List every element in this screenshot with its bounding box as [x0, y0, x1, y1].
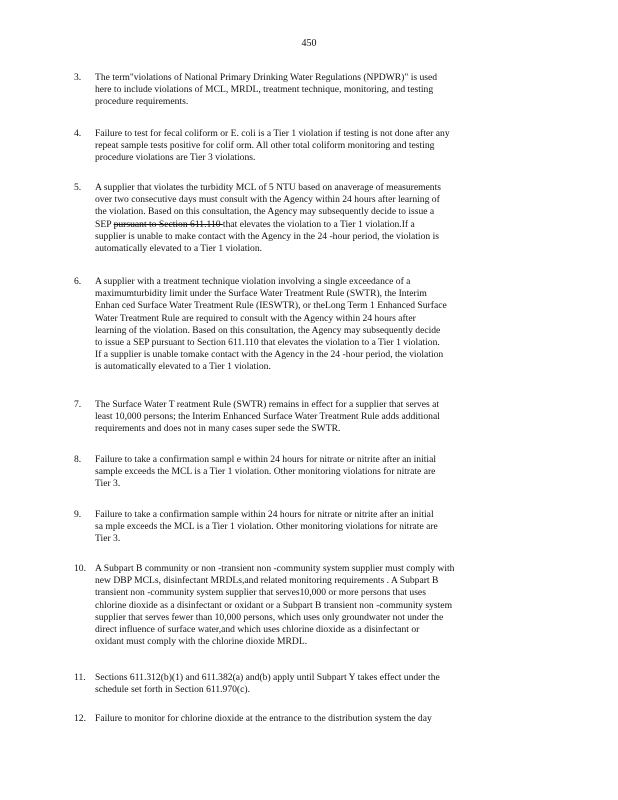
note-line: maximumturbidity limit under the Surface Water Treatment Rule (SWTR), the Interim: [95, 288, 427, 300]
note-line: automatically elevated to a Tier 1 violation.: [95, 243, 263, 255]
note-line: The term"violations of National Primary Drinking Water Regulations (NPDWR)" is used: [95, 72, 438, 83]
note-8: [74, 454, 534, 491]
note-line: schedule set forth in Section 611.970(c).: [95, 684, 250, 696]
note-6: [74, 276, 534, 374]
note-line: requirements and does not in many cases super sede the SWTR.: [95, 423, 341, 435]
note-11: [74, 672, 534, 696]
note-line: Failure to take a confirmation sample within 24 hours for nitrate or nitrite after an initial: [95, 509, 434, 520]
note-line: to issue a SEP pursuant to Section 611.110 that elevates the violation to a Tier 1 violation.: [95, 337, 440, 349]
note-7: [74, 399, 534, 436]
note-line: procedure requirements.: [95, 96, 189, 108]
note-line: over two consecutive days must consult with the Agency within 24 hours after learning of: [95, 194, 440, 206]
note-line: Tier 3.: [95, 478, 121, 490]
note-text: [95, 509, 534, 546]
note-line-with-strikethrough: [95, 219, 534, 231]
note-line: transient non -community system supplier that serves10,000 or more persons that uses: [95, 587, 426, 599]
note-line: Failure to test for fecal coliform or E. coli is a Tier 1 violation if testing is not done after any: [95, 128, 450, 139]
note-line: A Subpart B community or non -transient non -community system supplier must comply with: [95, 563, 455, 574]
note-number: 10.: [74, 563, 86, 574]
note-line: Water Treatment Rule are required to consult with the Agency within 24 hours after: [95, 312, 416, 324]
note-number: 3.: [74, 72, 82, 83]
page-number: 450: [301, 38, 317, 49]
note-12: [74, 713, 534, 725]
note-line: Failure to monitor for chlorine dioxide at the entrance to the distribution system the day: [95, 713, 432, 724]
note-number: 6.: [74, 276, 82, 287]
note-3: [74, 72, 534, 109]
note-line: direct influence of surface water,and which uses chlorine dioxide as a disinfectant or: [95, 624, 420, 636]
note-text: [95, 713, 534, 725]
note-line: Failure to take a confirmation sampl e within 24 hours for nitrate or nitrite after an initial: [95, 454, 437, 465]
note-line: A supplier that violates the turbidity MCL of 5 NTU based on anaverage of measurements: [95, 182, 441, 193]
note-text: [95, 454, 534, 491]
note-text: [95, 399, 534, 436]
text-after-strike: that elevates the violation to a Tier 1 violation.If a: [222, 218, 415, 230]
text-before-strike: SEP: [95, 218, 114, 230]
note-text: [95, 182, 534, 255]
note-9: [74, 509, 534, 546]
note-line: chlorine dioxide as a disinfectant or oxidant or a Subpart B transient non -community system: [95, 599, 453, 611]
note-line: Sections 611.312(b)(1) and 611.382(a) and(b) apply until Subpart Y takes effect under the: [95, 672, 440, 683]
note-line: learning of the violation. Based on this consultation, the Agency may subsequently decide: [95, 324, 441, 336]
note-line: Tier 3.: [95, 533, 121, 545]
note-line: The Surface Water T reatment Rule (SWTR) remains in effect for a supplier that serves at: [95, 399, 440, 410]
note-10: [74, 563, 534, 648]
note-line: Enhan ced Surface Water Treatment Rule (IESWTR), or theLong Term 1 Enhanced Surface: [95, 300, 447, 312]
note-line: new DBP MCLs, disinfectant MRDLs,and related monitoring requirements . A Subpart B: [95, 575, 439, 587]
note-line: oxidant must comply with the chlorine dioxide MRDL.: [95, 636, 308, 648]
note-4: [74, 128, 534, 165]
note-number: 8.: [74, 454, 82, 465]
note-line: the violation. Based on this consultation, the Agency may subsequently decide to issue a: [95, 206, 435, 218]
note-text: [95, 672, 534, 696]
note-text: [95, 72, 534, 109]
note-line: repeat sample tests positive for colif orm. All other total coliform monitoring and testing: [95, 140, 435, 152]
note-line: is automatically elevated to a Tier 1 violation.: [95, 361, 271, 373]
note-text: [95, 276, 534, 374]
note-5: [74, 182, 534, 255]
note-line: here to include violations of MCL, MRDL, treatment technique, monitoring, and testing: [95, 84, 434, 96]
note-number: 12.: [74, 713, 86, 724]
note-line: procedure violations are Tier 3 violations.: [95, 152, 256, 164]
note-line: supplier is unable to make contact with the Agency in the 24 -hour period, the violation is: [95, 230, 439, 242]
note-text: [95, 128, 534, 165]
struck-text: pursuant to Section 611.110: [113, 218, 223, 230]
note-line: least 10,000 persons; the Interim Enhanced Surface Water Treatment Rule adds additional: [95, 411, 440, 423]
note-number: 9.: [74, 509, 82, 520]
note-line: If a supplier is unable tomake contact with the Agency in the 24 -hour period, the violation: [95, 349, 444, 361]
note-text: [95, 563, 534, 648]
note-line: sample exceeds the MCL is a Tier 1 violation. Other monitoring violations for nitrate are: [95, 466, 436, 478]
note-line: supplier that serves fewer than 10,000 persons, which uses only groundwater not under the: [95, 611, 444, 623]
note-line: sa mple exceeds the MCL is a Tier 1 violation. Other monitoring violations for nitrate are: [95, 521, 438, 533]
note-number: 4.: [74, 128, 82, 139]
note-number: 7.: [74, 399, 82, 410]
note-number: 5.: [74, 182, 82, 193]
note-line: A supplier with a treatment technique violation involving a single exceedance of a: [95, 276, 411, 287]
note-number: 11.: [74, 672, 86, 683]
